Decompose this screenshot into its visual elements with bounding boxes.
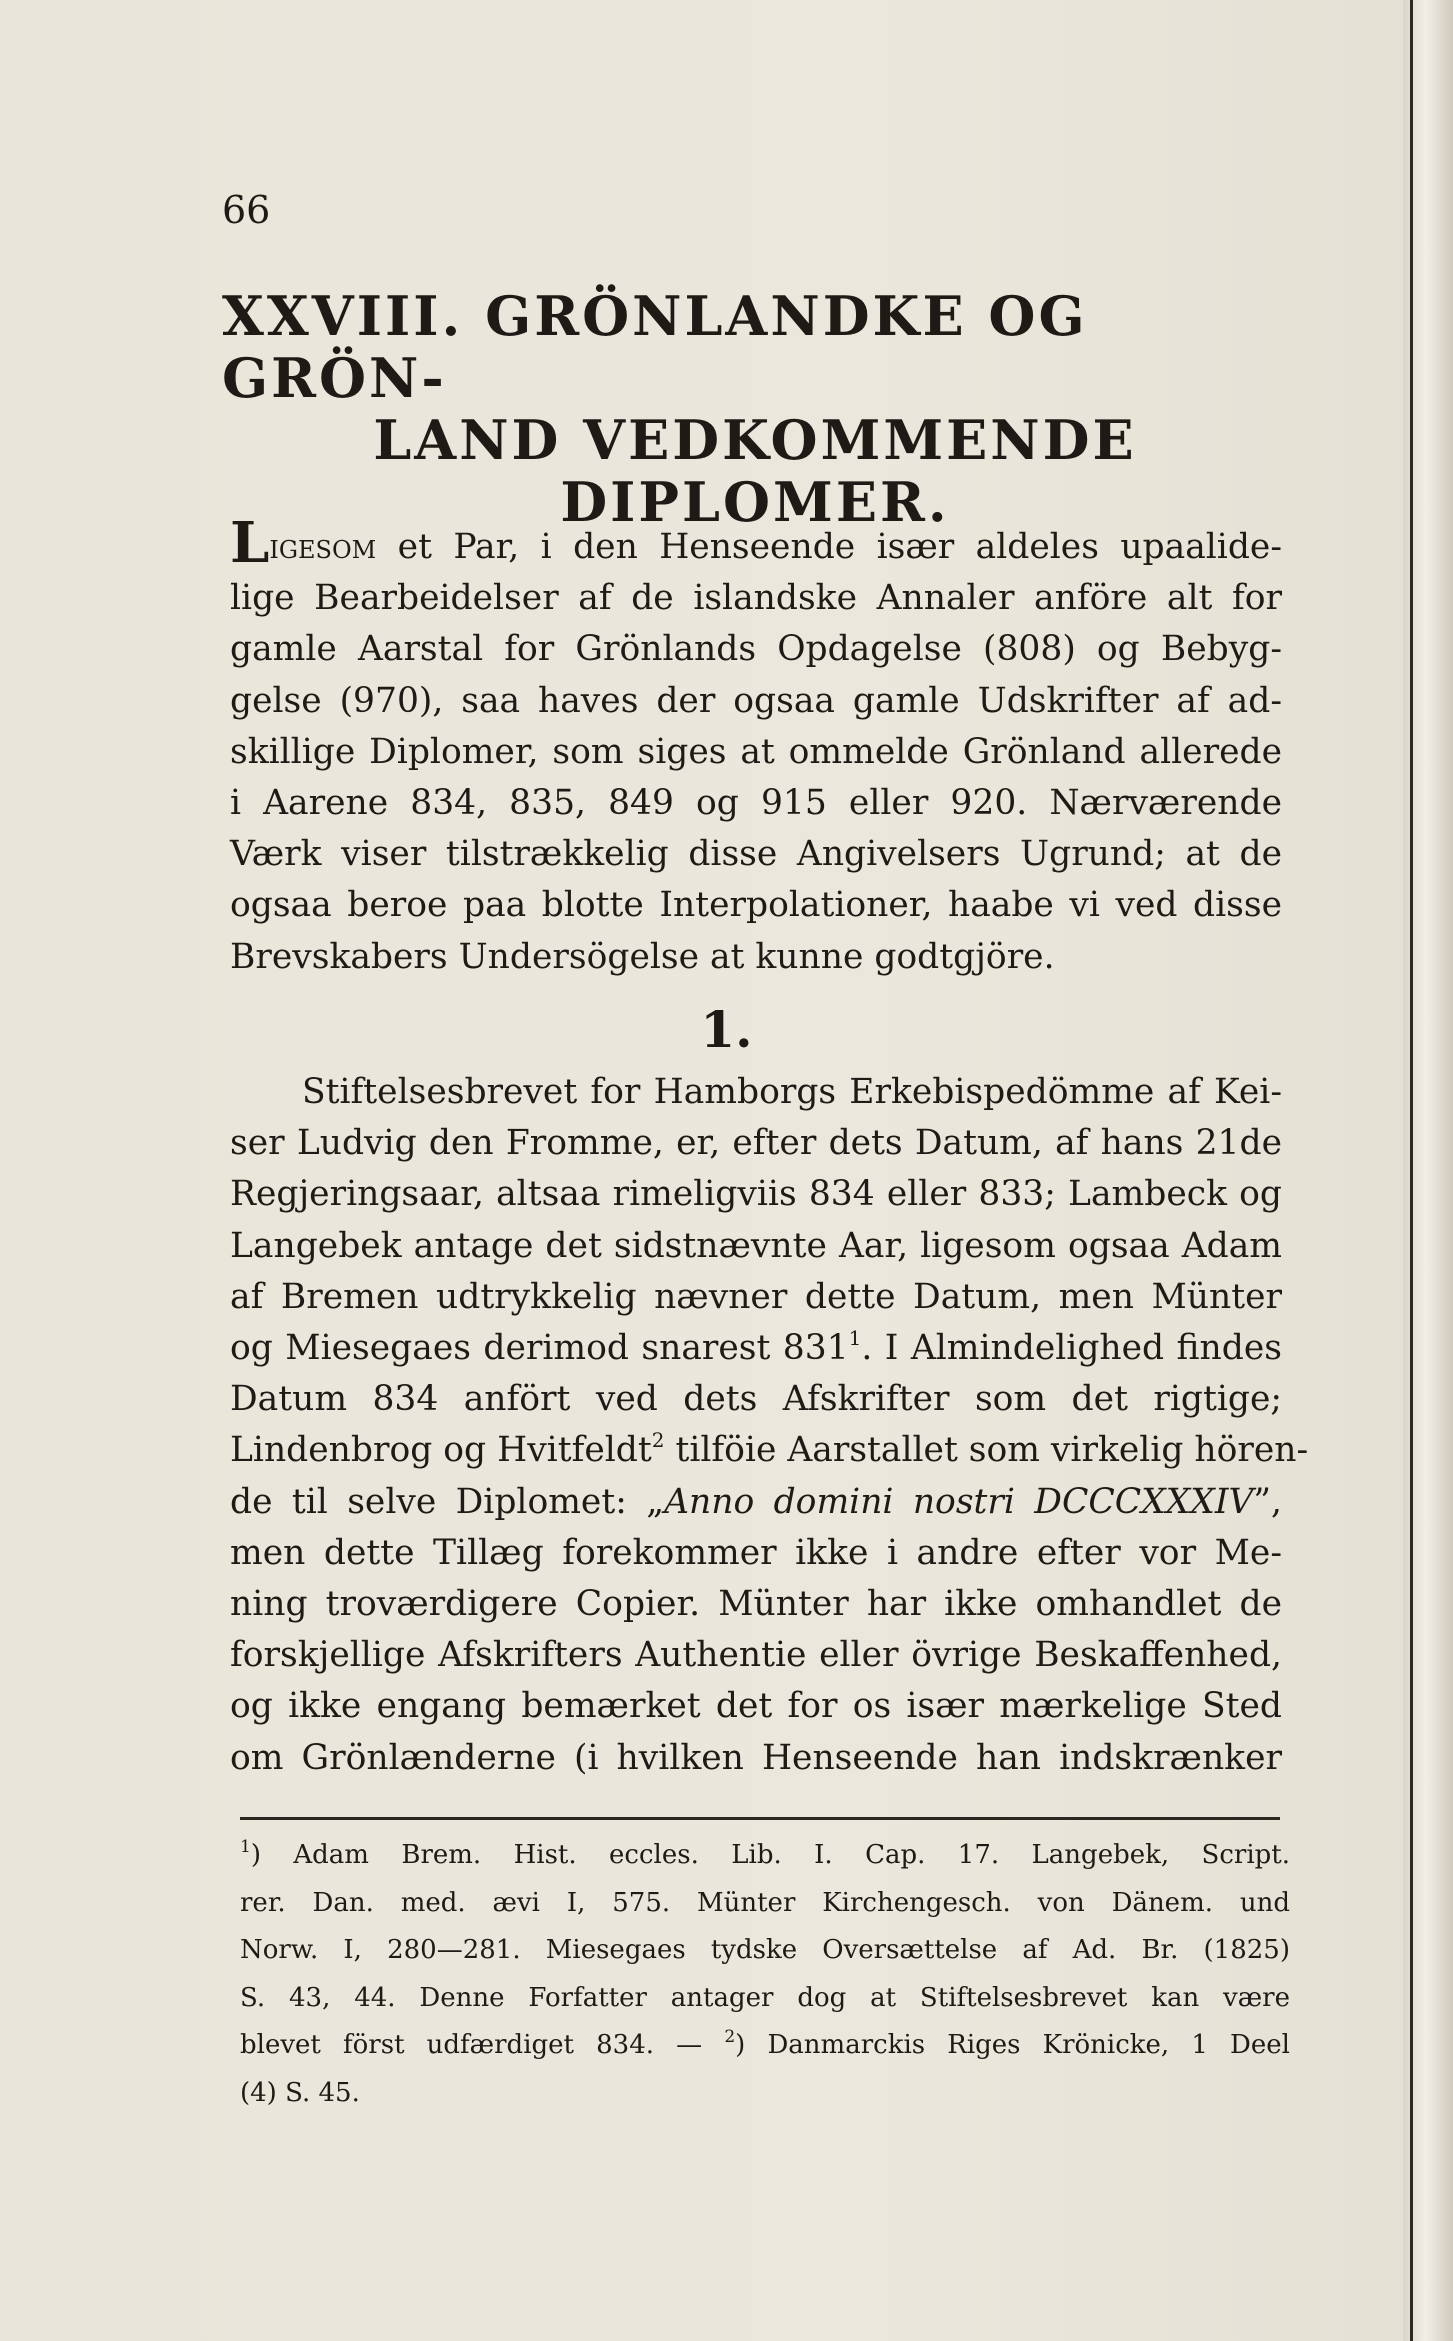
- intro-line: [230, 510, 1282, 576]
- section-line: og ikke engang bemærket det for os især mærkelige Sted: [230, 1686, 1282, 1727]
- intro-line: Brevskabers Undersögelse at kunne godtgjöre.: [230, 936, 1055, 977]
- intro-line: gelse (970), saa haves der ogsaa gamle Udskrifter af ad-: [230, 680, 1282, 721]
- section-line: [230, 1323, 1282, 1374]
- spine-edge-line: [1410, 0, 1413, 2341]
- footnote-ref-2: 2: [651, 1428, 665, 1453]
- footnote-text: blevet först udfærdiget 834. —: [240, 2030, 725, 2060]
- section-line-text: tilföie Aarstallet som virkelig hören-: [664, 1430, 1309, 1471]
- small-caps-word: igesom: [269, 527, 377, 567]
- heading-line-3: DIPLOMER.: [560, 470, 950, 534]
- drop-cap: L: [230, 510, 270, 576]
- intro-line: gamle Aarstal for Grönlands Opdagelse (808) og Bebyg-: [230, 629, 1282, 670]
- intro-paragraph: [230, 510, 1282, 983]
- footnotes: [240, 1832, 1290, 2117]
- section-line-text: de til selve Diplomet: „: [230, 1481, 665, 1522]
- footnote-ref-1: 1: [848, 1326, 862, 1351]
- footnote-mark-2: 2: [724, 2027, 736, 2047]
- footnote-line: rer. Dan. med. ævi I, 575. Münter Kirchengesch. von Dänem. und: [240, 1887, 1290, 1918]
- chapter-heading: [222, 285, 1288, 533]
- section-line: ning troværdigere Copier. Münter har ikke omhandlet de: [230, 1584, 1282, 1625]
- footnote-text: ) Danmarckis Riges Krönicke, 1 Deel: [735, 2030, 1290, 2060]
- intro-line: i Aarene 834, 835, 849 og 915 eller 920. Nærværende: [230, 783, 1282, 824]
- section-line-text: ”,: [1253, 1481, 1282, 1522]
- page-number: 66: [222, 188, 271, 232]
- section-line: ser Ludvig den Fromme, er, efter dets Datum, af hans 21de: [230, 1123, 1282, 1164]
- footnote-line: [240, 2022, 1290, 2070]
- heading-line-1: XXVIII. GRÖNLANDKE OG GRÖN-: [222, 284, 1088, 410]
- footnote-line: [240, 1832, 1290, 1880]
- section-number: 1.: [700, 1000, 753, 1059]
- section-line: [230, 1477, 1282, 1528]
- footnote-rule: [240, 1817, 1280, 1820]
- section-line-text: og Miesegaes derimod snarest 831: [230, 1328, 849, 1369]
- latin-quote: Anno domini nostri DCCCXXXIV: [664, 1481, 1254, 1522]
- section-line: om Grönlænderne (i hvilken Henseende han indskrænker: [230, 1737, 1282, 1778]
- heading-line-2: LAND VEDKOMMENDE: [373, 408, 1137, 472]
- intro-line: skillige Diplomer, som siges at ommelde Grönland allerede: [230, 731, 1282, 772]
- section-line: Regjeringsaar, altsaa rimeligviis 834 eller 833; Lambeck og: [230, 1174, 1282, 1215]
- intro-line-text: et Par, i den Henseende især aldeles upaalide-: [376, 527, 1282, 567]
- section-line: af Bremen udtrykkelig nævner dette Datum, men Münter: [230, 1276, 1282, 1317]
- section-line: Stiftelsesbrevet for Hamborgs Erkebispedömme af Kei-: [302, 1072, 1282, 1112]
- section-line-text: Lindenbrog og Hvitfeldt: [230, 1430, 652, 1471]
- footnote-mark-1: 1: [240, 1837, 251, 1857]
- section-line: Datum 834 anfört ved dets Afskrifter som det rigtige;: [230, 1379, 1282, 1420]
- footnote-line: (4) S. 45.: [240, 2077, 360, 2108]
- footnote-line: Norw. I, 280—281. Miesegaes tydske Oversættelse af Ad. Br. (1825): [240, 1935, 1290, 1965]
- section-line: men dette Tillæg forekommer ikke i andre efter vor Me-: [230, 1532, 1282, 1573]
- section-line: [230, 1425, 1309, 1476]
- section-line-text: . I Almindelighed findes: [861, 1328, 1282, 1369]
- intro-line: Værk viser tilstrækkelig disse Angivelsers Ugrund; at de: [230, 834, 1282, 875]
- intro-line: lige Bearbeidelser af de islandske Annaler anföre alt for: [230, 578, 1282, 619]
- section-line: Langebek antage det sidstnævnte Aar, ligesom ogsaa Adam: [230, 1225, 1282, 1266]
- footnote-text: ) Adam Brem. Hist. eccles. Lib. I. Cap. 17. Langebek, Script.: [250, 1840, 1290, 1870]
- intro-line: ogsaa beroe paa blotte Interpolationer, haabe vi ved disse: [230, 885, 1282, 926]
- section-line: forskjellige Afskrifters Authentie eller övrige Beskaffenhed,: [230, 1635, 1282, 1676]
- section-paragraph: [230, 1067, 1309, 1784]
- footnote-line: S. 43, 44. Denne Forfatter antager dog at Stiftelsesbrevet kan være: [240, 1982, 1290, 2013]
